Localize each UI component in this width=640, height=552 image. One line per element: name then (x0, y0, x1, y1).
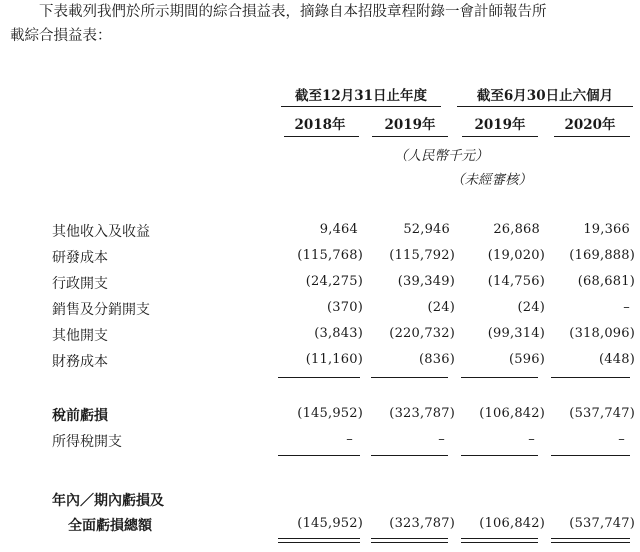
col-underline-2018 (284, 136, 359, 137)
total-double-rule-2018-b (278, 542, 360, 543)
tax-2019b: – (528, 432, 535, 447)
cell-2018: (3,843) (314, 326, 363, 341)
total-2018: (145,952) (297, 516, 363, 531)
cell-2019b: 26,868 (493, 222, 540, 237)
total-2019b: (106,842) (479, 516, 545, 531)
col-underline-2019a (372, 136, 448, 137)
tax-2020: – (618, 432, 625, 447)
cell-2018: (11,160) (305, 352, 363, 367)
total-label-line2: 全面虧損總額 (68, 518, 152, 534)
cell-2019b: (596) (509, 352, 545, 367)
row-label: 銷售及分銷開支 (52, 302, 150, 318)
cell-2019a: (24) (427, 300, 455, 315)
cell-2019b: (19,020) (487, 248, 545, 263)
tax-rule-2019a (371, 455, 448, 456)
col-underline-2019b (462, 136, 538, 137)
pretax-2019b: (106,842) (479, 406, 545, 421)
header-year-underline (281, 106, 441, 107)
total-double-rule-2019b-b (461, 542, 538, 543)
col-header-2019b: 2019年 (474, 117, 526, 133)
row-label: 研發成本 (52, 250, 108, 266)
cell-2020: – (623, 300, 630, 315)
cell-2020: (169,888) (569, 248, 635, 263)
subtotal-rule-2018 (278, 377, 360, 378)
cell-2018: (115,768) (297, 248, 363, 263)
tax-2018: – (346, 432, 353, 447)
cell-2020: (68,681) (577, 274, 635, 289)
total-2020: (537,747) (569, 516, 635, 531)
tax-rule-2019b (461, 455, 538, 456)
col-header-2018: 2018年 (294, 117, 346, 133)
cell-2019a: (115,792) (389, 248, 455, 263)
total-2019a: (323,787) (389, 516, 455, 531)
cell-2019a: 52,946 (403, 222, 450, 237)
unit-label: （人民幣千元） (394, 148, 489, 164)
row-label: 其他收入及收益 (52, 224, 150, 240)
cell-2019a: (220,732) (389, 326, 455, 341)
unaudited-label: （未經審核） (451, 172, 532, 188)
cell-2019a: (39,349) (397, 274, 455, 289)
subtotal-rule-2019a (371, 377, 448, 378)
tax-2019a: – (438, 432, 445, 447)
cell-2020: (318,096) (569, 326, 635, 341)
total-double-rule-2018-a (278, 538, 360, 539)
header-half-group: 截至6月30日止六個月 (476, 88, 614, 104)
pretax-2020: (537,747) (569, 406, 635, 421)
intro-line-2: 載綜合損益表： (10, 28, 112, 44)
total-double-rule-2019a-b (371, 542, 448, 543)
cell-2019a: (836) (419, 352, 455, 367)
cell-2019b: (14,756) (487, 274, 545, 289)
cell-2018: (24,275) (305, 274, 363, 289)
pretax-2019a: (323,787) (389, 406, 455, 421)
intro-line-1: 下表載列我們於所示期間的綜合損益表，摘錄自本招股章程附錄一會計師報告所 (39, 4, 547, 20)
cell-2019b: (24) (517, 300, 545, 315)
tax-rule-2020 (551, 455, 630, 456)
col-header-2019a: 2019年 (384, 117, 436, 133)
row-label: 財務成本 (52, 354, 108, 370)
col-header-2020: 2020年 (564, 117, 616, 133)
pretax-label: 稅前虧損 (52, 408, 108, 424)
header-year-group: 截至12月31日止年度 (294, 88, 428, 104)
cell-2018: 9,464 (319, 222, 358, 237)
total-double-rule-2020-a (551, 538, 630, 539)
tax-rule-2018 (278, 455, 360, 456)
cell-2020: 19,366 (583, 222, 630, 237)
subtotal-rule-2020 (551, 377, 630, 378)
total-double-rule-2019a-a (371, 538, 448, 539)
intro-paragraph (10, 0, 638, 48)
total-double-rule-2020-b (551, 542, 630, 543)
cell-2019b: (99,314) (487, 326, 545, 341)
cell-2020: (448) (599, 352, 635, 367)
row-label: 行政開支 (52, 276, 108, 292)
tax-label: 所得稅開支 (52, 434, 122, 450)
subtotal-rule-2019b (461, 377, 538, 378)
cell-2018: (370) (327, 300, 363, 315)
row-label: 其他開支 (52, 328, 108, 344)
total-double-rule-2019b-a (461, 538, 538, 539)
total-label-line1: 年內／期內虧損及 (52, 493, 164, 509)
col-underline-2020 (554, 136, 630, 137)
header-half-underline (457, 106, 633, 107)
pretax-2018: (145,952) (297, 406, 363, 421)
